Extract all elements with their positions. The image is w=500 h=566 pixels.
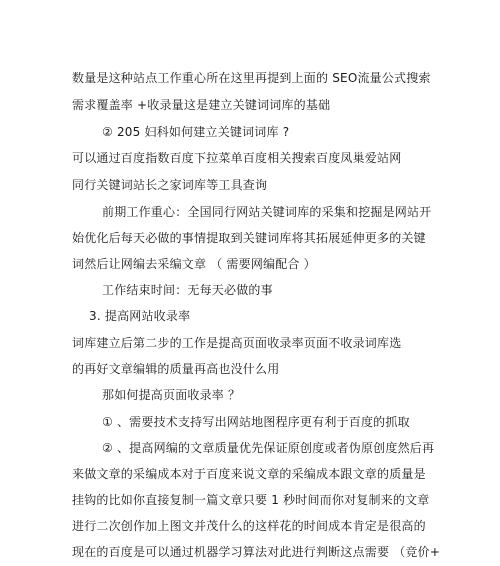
text-line: 工作结束时间：无每天必做的事 bbox=[102, 283, 273, 297]
text-line: 数量是这种站点工作重心所在这里再提到上面的 SEO流量公式搜索 bbox=[72, 71, 431, 85]
text-line: 始优化后每天必做的事情提取到关键词库将其拓展延伸更多的关键 bbox=[72, 231, 426, 245]
text-line: 词库建立后第二步的工作是提高页面收录率页面不收录词库选 bbox=[72, 336, 402, 350]
section-heading: 3. 提高网站收录率 bbox=[89, 309, 191, 323]
text-line: 挂钩的比如你直接复制一篇文章只要 1 秒时间而你对复制来的文章 bbox=[72, 493, 430, 507]
text-line: 词然后让网编去采编文章 （ 需要网编配合 ） bbox=[72, 257, 316, 271]
text-line: 那如何提高页面收录率 ？ bbox=[102, 388, 241, 402]
text-line: 需求覆盖率 +收录量这是建立关键词词库的基础 bbox=[72, 98, 331, 112]
text-line: 进行二次创作加上图文并茂什么的这样花的时间成本肯定是很高的 bbox=[72, 519, 426, 533]
text-line: ① 、需要技术支持写出网站地图程序更有利于百度的抓取 bbox=[102, 415, 410, 429]
text-line: ② 、提高网编的文章质量优先保证原创度或者伪原创度然后再 bbox=[102, 441, 435, 455]
text-line: 来做文章的采编成本对于百度来说文章的采编成本跟文章的质量是 bbox=[72, 467, 426, 481]
text-line: 前期工作重心：全国同行网站关键词库的采集和挖掘是网站开 bbox=[102, 205, 432, 219]
text-line: 的再好文章编辑的质量再高也没什么用 bbox=[72, 362, 280, 376]
section-heading: ② 205 妇科如何建立关键词词库 ? bbox=[102, 125, 290, 139]
text-line: 现在的百度是可以通过机器学习算法对此进行判断这点需要 （竞价+ bbox=[72, 545, 441, 559]
text-line: 可以通过百度指数百度下拉菜单百度相关搜索百度凤巢爱站网 bbox=[72, 151, 402, 165]
text-line: 同行关键词站长之家词库等工具查询 bbox=[72, 178, 268, 192]
